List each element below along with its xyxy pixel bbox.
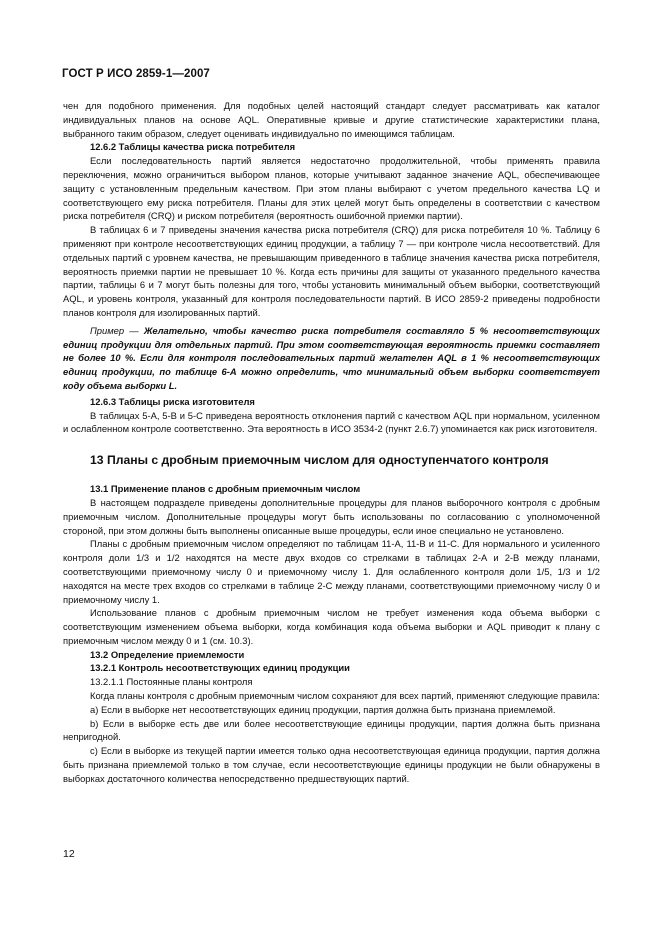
heading-13-1: 13.1 Применение планов с дробным приемочным числом [90, 483, 361, 495]
page-content [63, 99, 600, 786]
example-label: Пример — [90, 324, 139, 336]
paragraph: Планы с дробным приемочным числом определяют по таблицам 11-А, 11-В и 11-С. Для нормального и усиленного контроля доли 1/3 и 1/2 находятся на месте двух входов со стрелками в таблицах 2-А и 2-В между планами, соответствующими приемочному числу 0 и приемочному числу 1. Для ослабленного контроля доли 1/5, 1/3 и 1/2 находятся на месте трех входов со стрелками в таблице 2-С между планами, соответствующими приемочному числу 0 и приемочному числу 1. [63, 538, 600, 605]
heading-12-6-2: 12.6.2 Таблицы качества риска потребителя [90, 141, 296, 153]
heading-13-2: 13.2 Определение приемлемости [90, 648, 245, 660]
example-paragraph [63, 324, 600, 393]
section-heading-13: 13 Планы с дробным приемочным числом для одноступенчатого контроля [90, 453, 549, 468]
heading-13-2-1: 13.2.1 Контроль несоответствующих единиц продукции [90, 662, 350, 674]
paragraph: Когда планы контроля с дробным приемочным числом сохраняют для всех партий, применяют следующие правила: [90, 690, 600, 702]
paragraph-continuation: чен для подобного применения. Для подобных целей настоящий стандарт следует рассматривать как каталог индивидуальных планов на основе AQL. Оперативные кривые и другие статистические характеристики плана, выбранного таким образом, следует оценивать индивидуально по имеющимся таблицам. [63, 100, 600, 139]
standard-header: ГОСТ Р ИСО 2859-1—2007 [62, 68, 210, 80]
list-item-b: b) Если в выборке есть две или более несоответствующие единицы продукции, партия должна быть признана непригодной. [63, 717, 600, 743]
paragraph: В таблицах 5-А, 5-В и 5-С приведена вероятность отклонения партий с качеством AQL при нормальном, усиленном и ослабленном контроле соответственно. Эта вероятность в ИСО 3534-2 (пункт 2.6.7) упоминается как риск изготовителя. [63, 409, 600, 435]
paragraph: В настоящем подразделе приведены дополнительные процедуры для планов выборочного контроля с дробным приемочным числом. Дополнительные процедуры могут быть использованы по согласованию с уполномоченной стороной, при этом должны быть выполнены описанные выше процедуры, если иное специально не установлено. [63, 496, 600, 536]
paragraph: Использование планов с дробным приемочным числом не требует изменения кода объема выборки с соответствующим изменением объема выборки, когда комбинация кода объема выборки и AQL приводит к плану с приемочным числом между 0 и 1 (см. 10.3). [63, 607, 600, 646]
example-text: Желательно, чтобы качество риска потребителя составляло 5 % несоответствующих единиц продукции для отдельных партий. При этом соответствующая вероятность приемки составляет не более 10 %. Если для контроля последовательных партий желателен AQL в 1 % несоответствующих единиц продукции, по таблице 6-А можно определить, что минимальный объем выборки соответствует коду объема выборки L. [63, 324, 600, 391]
paragraph: В таблицах 6 и 7 приведены значения качества риска потребителя (CRQ) для риска потребителя 10 %. Таблицу 6 применяют при контроле несоответствующих единиц продукции, а таблицу 7 — при контроле числа несоответствий. Для отдельных партий с уровнем качества, не превышающим приведенного в таблице значения качества риска потребителя, вероятность приемки партии не превышает 10 %. Когда есть причины для защиты от указанного предельного качества партии, таблицы 6 и 7 могут быть полезны для того, чтобы установить минимальный объем выборки, соответствующий AQL, и уровень контроля, указанный для контроля последовательности партий. В ИСО 2859-2 приведены подробности планов контроля для изолированных партий. [63, 224, 600, 318]
heading-12-6-3: 12.6.3 Таблицы риска изготовителя [90, 395, 255, 407]
paragraph: Если последовательность партий является недостаточно продолжительной, чтобы применять правила переключения, можно ограничиться выбором планов, которые учитывают заданное значение AQL, обеспечивающее защиту с установленным предельным качеством. При этом планы выбирают с учетом предельного качества LQ и соответствующего ему риска потребителя. Планы для этих целей могут быть определены в соответствии с качеством риска потребителя (CRQ) и риском потребителя (вероятность ошибочной приемки партии). [63, 155, 600, 222]
list-item-c: с) Если в выборке из текущей партии имеется только одна несоответствующая единица продукции, партия должна быть признана приемлемой только в том случае, если несоответствующие единицы продукции не были обнаружены в выборках достаточного количества непосредственно предшествующих партий. [63, 745, 600, 784]
list-item-a: а) Если в выборке нет несоответствующих единиц продукции, партия должна быть признана приемлемой. [90, 703, 556, 715]
heading-13-2-1-1: 13.2.1.1 Постоянные планы контроля [90, 676, 253, 688]
page-number: 12 [63, 848, 75, 860]
